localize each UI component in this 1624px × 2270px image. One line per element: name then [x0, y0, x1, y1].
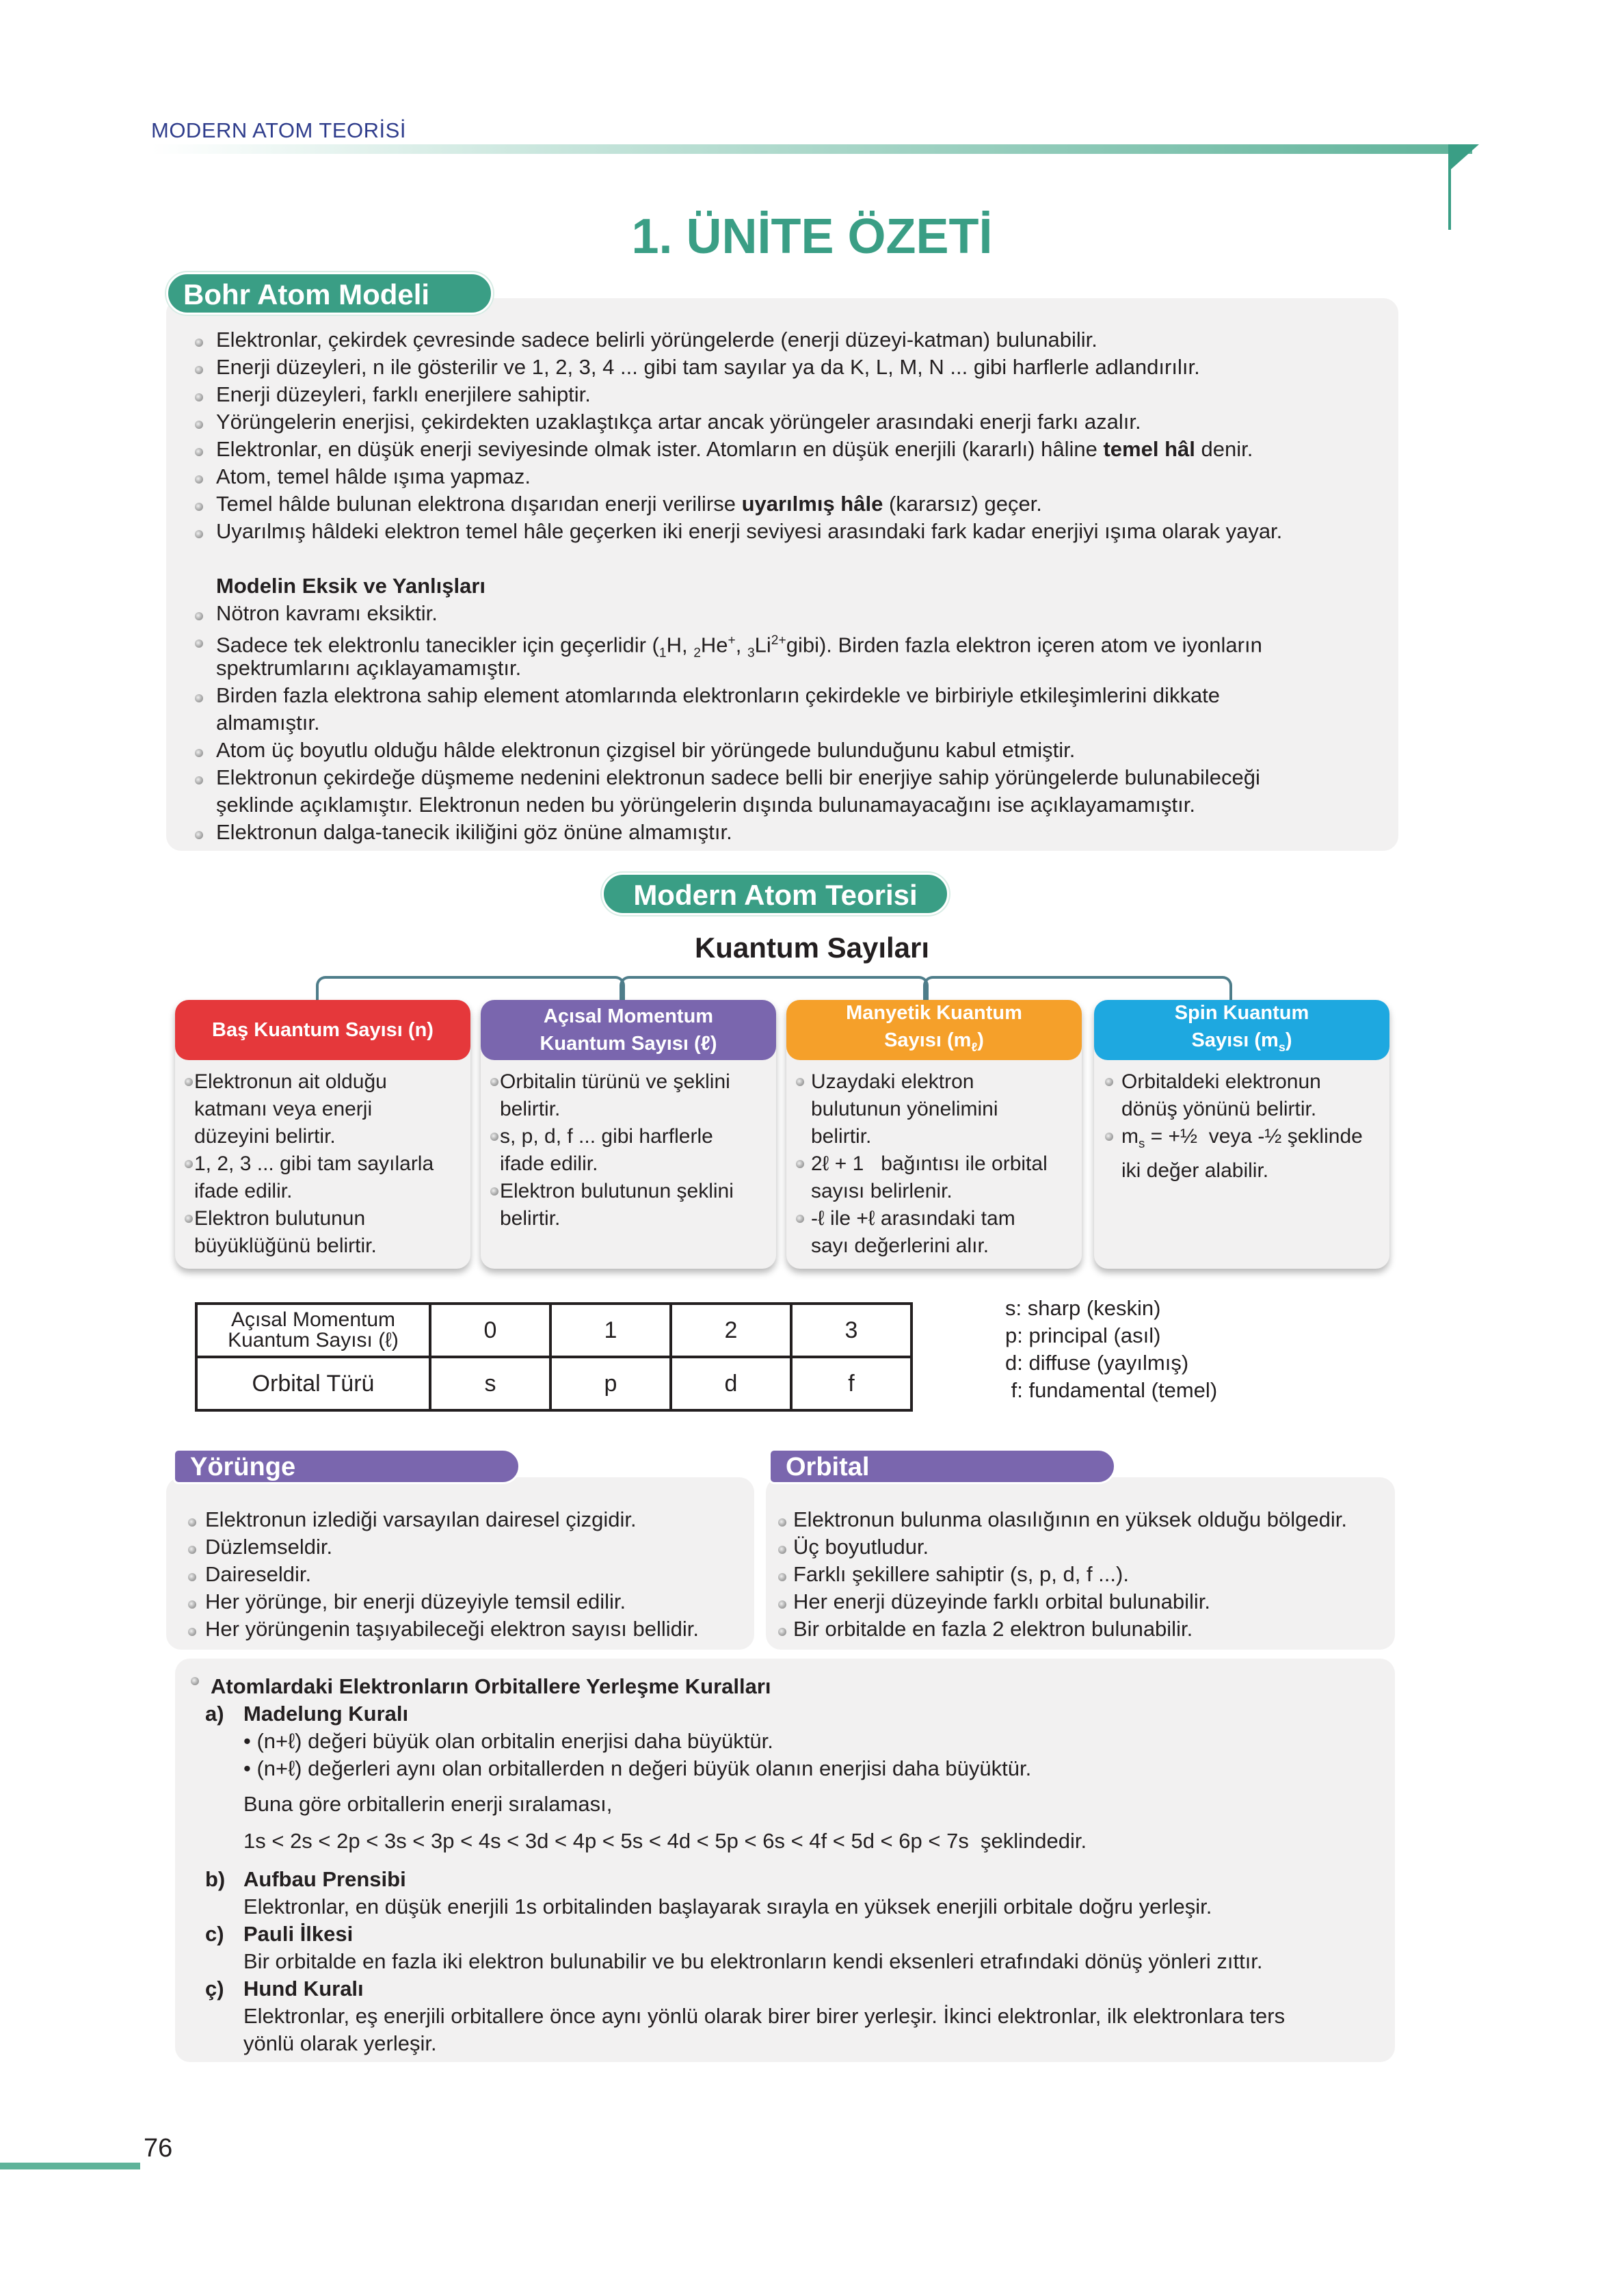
- ms-sub: s: [1139, 1136, 1145, 1150]
- page-number: 76: [144, 2134, 173, 2163]
- rule-b-text: Elektronlar, en düşük enerjili 1s orbitalinden başlayarak sırayla en yüksek enerjili orbitale doğru yerleşir.: [243, 1895, 1212, 1918]
- yorunge-point: Her yörüngenin taşıyabileceği elektron sayısı bellidir.: [205, 1617, 699, 1641]
- card-line: Elektron bulutunun: [194, 1207, 366, 1230]
- deficit-2-li-sup: 2+: [771, 633, 786, 648]
- bullet-icon: [796, 1215, 804, 1223]
- deficit-2: Sadece tek elektronlu tanecikler için geçerlidir ($_1H$, $_2$He+, $_3Li^{2+}gibi$). Birden fazla elektron içeren atom ve iyonların: [216, 633, 1262, 661]
- bullet-icon: [796, 1078, 804, 1086]
- rule-a-item: • (n+ℓ) değerleri aynı olan orbitallerden n değeri büyük olanın enerjisi daha büyüktür.: [243, 1756, 1032, 1780]
- quantum-card-body: [811, 1068, 1048, 1260]
- orbital-point: Her enerji düzeyinde farklı orbital bulunabilir.: [793, 1589, 1210, 1613]
- quantum-card-subtitle: [1191, 1027, 1292, 1061]
- card-line: 2ℓ + 1 bağıntısı ile orbital: [811, 1152, 1048, 1175]
- deficit-2-h: H,: [666, 633, 694, 657]
- quantum-card-spin: [1094, 1000, 1389, 1269]
- deficit-2-li: Li: [754, 633, 771, 657]
- table-cell: p: [550, 1357, 671, 1410]
- bohr-point-5-end: denir.: [1195, 437, 1253, 461]
- card-line: -ℓ ile +ℓ arasındaki tam: [811, 1207, 1015, 1230]
- card-line: Orbitaldeki elektronun: [1121, 1070, 1321, 1093]
- legend-item: f: fundamental (temel): [1005, 1378, 1218, 1402]
- card-line: ifade edilir.: [194, 1180, 293, 1202]
- rule-a-label: a): [205, 1702, 224, 1726]
- bullet-icon: [195, 475, 203, 484]
- bullet-icon: [778, 1600, 786, 1609]
- bullet-icon: [188, 1573, 196, 1581]
- yorunge-point: Düzlemseldir.: [205, 1535, 333, 1559]
- bohr-point-7-bold: uyarılmış hâle: [741, 492, 883, 516]
- subtitle-text: Sayısı (m: [1191, 1029, 1279, 1052]
- rule-b-title: Aufbau Prensibi: [243, 1867, 406, 1891]
- bohr-title: Bohr Atom Modeli: [166, 272, 493, 315]
- bullet-icon: [185, 1078, 193, 1086]
- card-line: sayısı belirlenir.: [811, 1180, 953, 1202]
- orbital-point: Üç boyutludur.: [793, 1535, 929, 1559]
- table-cell: s: [430, 1357, 550, 1410]
- card-line: katmanı veya enerji: [194, 1098, 373, 1120]
- bullet-icon: [796, 1160, 804, 1168]
- orbital-title: Orbital: [769, 1449, 1116, 1484]
- energy-order: 1s < 2s < 2p < 3s < 3p < 4s < 3d < 4p < 5s < 4d < 5p < 6s < 4f < 5d < 6p < 7s şeklindedir.: [243, 1829, 1087, 1853]
- table-row: [196, 1304, 911, 1357]
- card-line: s, p, d, f ... gibi harflerle: [500, 1125, 713, 1148]
- quantum-card-angular: [481, 1000, 776, 1269]
- quantum-card-principal: [175, 1000, 470, 1269]
- table-cell: 3: [791, 1304, 911, 1357]
- card-line: bulutunun yönelimini: [811, 1098, 998, 1120]
- rule-c-title: Pauli İlkesi: [243, 1922, 354, 1946]
- bullet-icon: [188, 1600, 196, 1609]
- bullet-icon: [195, 421, 203, 429]
- bullet-icon: [195, 612, 203, 620]
- bohr-point-6: Atom, temel hâlde ışıma yapmaz.: [216, 464, 531, 488]
- quantum-card-header: [786, 1000, 1082, 1060]
- deficit-3-cont: almamıştır.: [216, 711, 320, 735]
- deficit-3: Birden fazla elektrona sahip element atomlarında elektronların çekirdekle ve birbiriyle etkileşimlerini dikkate: [216, 683, 1221, 707]
- orbital-type-table: [195, 1302, 913, 1412]
- bullet-icon: [778, 1573, 786, 1581]
- bohr-point-5: [216, 436, 1253, 463]
- bullet-icon: [195, 831, 203, 839]
- bullet-icon: [195, 749, 203, 757]
- yorunge-point: Elektronun izlediği varsayılan dairesel çizgidir.: [205, 1507, 637, 1531]
- bohr-point-7-end: (kararsız) geçer.: [883, 492, 1042, 516]
- bullet-icon: [188, 1546, 196, 1554]
- table-cell: f: [791, 1357, 911, 1410]
- quantum-card-title: Açısal Momentum: [543, 1005, 714, 1027]
- yorunge-point: Her yörünge, bir enerji düzeyiyle temsil edilir.: [205, 1589, 626, 1613]
- orbital-point: Bir orbitalde en fazla 2 elektron bulunabilir.: [793, 1617, 1193, 1641]
- bohr-point-5-text: Elektronlar, en düşük enerji seviyesinde olmak ister. Atomların en düşük enerjili (kararlı) hâline: [216, 437, 1104, 461]
- table-cell: 2: [671, 1304, 791, 1357]
- rule-a-text: Buna göre orbitallerin enerji sıralaması,: [243, 1792, 613, 1816]
- bullet-icon: [1105, 1133, 1113, 1141]
- rule-d-text: Elektronlar, eş enerjili orbitallere önce aynı yönlü olarak birer birer yerleşir. İkinci elektronlar, ilk elektronlara ters: [243, 2004, 1286, 2028]
- table-cell: 1: [550, 1304, 671, 1357]
- rule-d-text: yönlü olarak yerleşir.: [243, 2031, 437, 2055]
- table-cell: d: [671, 1357, 791, 1410]
- deficit-4: Atom üç boyutlu olduğu hâlde elektronun çizgisel bir yörüngede bulunduğunu kabul etmiştir.: [216, 738, 1076, 762]
- bohr-point-8: Uyarılmış hâldeki elektron temel hâle geçerken iki enerji seviyesi arasındaki fark kadar enerjiyi ışıma olarak yayar.: [216, 519, 1283, 543]
- bohr-point-5-bold: temel hâl: [1103, 437, 1195, 461]
- quantum-title: Kuantum Sayıları: [694, 932, 930, 964]
- card-line: Orbitalin türünü ve şeklini: [500, 1070, 730, 1093]
- running-title: MODERN ATOM TEORİSİ: [151, 118, 406, 142]
- quantum-card-magnetic: [786, 1000, 1082, 1269]
- modern-title: Modern Atom Teorisi: [602, 873, 949, 915]
- bullet-icon: [195, 393, 203, 401]
- bullet-icon: [778, 1518, 786, 1527]
- orbital-point: Farklı şekillere sahiptir (s, p, d, f ...).: [793, 1562, 1129, 1586]
- bullet-icon: [195, 366, 203, 374]
- bullet-icon: [490, 1187, 498, 1196]
- quantum-card-title: Spin Kuantum: [1174, 1002, 1309, 1025]
- rules-title: Atomlardaki Elektronların Orbitallere Yerleşme Kuralları: [211, 1674, 771, 1698]
- deficit-5-cont: şeklinde açıklamıştır. Elektronun neden bu yörüngelerin dışında bulunamayacağını ise açıklayamamıştır.: [216, 793, 1195, 817]
- card-line: büyüklüğünü belirtir.: [194, 1235, 377, 1257]
- bullet-icon: [1105, 1078, 1113, 1086]
- card-line: sayı değerlerini alır.: [811, 1235, 989, 1257]
- deficit-2-he-sub: 2: [693, 646, 701, 661]
- bullet-icon: [195, 339, 203, 347]
- deficit-2-start: Sadece tek elektronlu tanecikler için geçerlidir (: [216, 633, 659, 657]
- card-line: belirtir.: [811, 1125, 872, 1148]
- deficits-title: Modelin Eksik ve Yanlışları: [216, 574, 486, 598]
- quantum-card-title: Baş Kuantum Sayısı (n): [212, 1019, 434, 1041]
- bohr-point-7-text: Temel hâlde bulunan elektrona dışarıdan enerji verilirse: [216, 492, 742, 516]
- subtitle-close: ): [1285, 1029, 1292, 1052]
- header-flag: [1448, 144, 1479, 172]
- rule-d-label: ç): [205, 1977, 224, 2001]
- card-line: düzeyini belirtir.: [194, 1125, 336, 1148]
- deficit-5: Elektronun çekirdeğe düşmeme nedenini elektronun sadece belli bir enerjiye sahip yörüngelerde bulunabileceği: [216, 765, 1260, 789]
- card-line: Elektronun ait olduğu: [194, 1070, 387, 1093]
- deficit-2-cont: spektrumlarını açıklayamamıştır.: [216, 656, 522, 680]
- deficit-2-li-sub: 3: [747, 646, 755, 661]
- bullet-icon: [195, 639, 203, 648]
- table-row: [196, 1357, 911, 1410]
- card-line: ifade edilir.: [500, 1152, 598, 1175]
- bullet-icon: [188, 1518, 196, 1527]
- card-line: dönüş yönünü belirtir.: [1121, 1098, 1317, 1120]
- bohr-point-1: Elektronlar, çekirdek çevresinde sadece belirli yörüngelerde (enerji düzeyi-katman) bulunabilir.: [216, 328, 1097, 352]
- quantum-card-header: [175, 1000, 470, 1060]
- bullet-icon: [490, 1133, 498, 1141]
- subtitle-text: Sayısı (m: [884, 1029, 972, 1052]
- card-line: [1121, 1123, 1363, 1157]
- bullet-icon: [195, 530, 203, 538]
- subtitle-close: ): [977, 1029, 984, 1052]
- bullet-icon: [195, 503, 203, 511]
- table-row-label: [196, 1304, 430, 1357]
- quantum-card-body: [500, 1068, 734, 1232]
- deficit-2-he-sup: +: [728, 633, 736, 648]
- quantum-card-header: [1094, 1000, 1389, 1060]
- bullet-icon: [188, 1628, 196, 1636]
- bullet-icon: [778, 1628, 786, 1636]
- rule-b-label: b): [205, 1867, 226, 1891]
- quantum-card-subtitle: Kuantum Sayısı (ℓ): [540, 1033, 717, 1055]
- unit-title: 1. ÜNİTE ÖZETİ: [631, 209, 993, 264]
- bohr-point-3: Enerji düzeyleri, farklı enerjilere sahiptir.: [216, 382, 591, 406]
- rule-c-text: Bir orbitalde en fazla iki elektron bulunabilir ve bu elektronların kendi eksenleri etrafındaki dönüş yönleri zıttır.: [243, 1949, 1263, 1973]
- subtitle-sub: ℓ: [971, 1040, 978, 1054]
- deficit-2-end: gibi). Birden fazla elektron içeren atom ve iyonların: [786, 633, 1262, 657]
- legend-item: d: diffuse (yayılmış): [1005, 1351, 1189, 1375]
- card-line: belirtir.: [500, 1207, 561, 1230]
- card-line: belirtir.: [500, 1098, 561, 1120]
- table-row-label: Orbital Türü: [196, 1357, 430, 1410]
- quantum-card-body: [1121, 1068, 1363, 1185]
- card-line: 1, 2, 3 ... gibi tam sayılarla: [194, 1152, 434, 1175]
- bullet-icon: [490, 1078, 498, 1086]
- rule-a-item: • (n+ℓ) değeri büyük olan orbitalin enerjisi daha büyüktür.: [243, 1729, 773, 1753]
- bohr-point-4: Yörüngelerin enerjisi, çekirdekten uzaklaştıkça artar ancak yörüngeler arasındaki enerji farkı azalır.: [216, 410, 1141, 434]
- deficit-2-he: He: [700, 633, 728, 657]
- deficit-1: Nötron kavramı eksiktir.: [216, 601, 438, 625]
- label-line-1: Açısal Momentum: [230, 1308, 396, 1331]
- card-line: iki değer alabilir.: [1121, 1159, 1269, 1182]
- rule-c-label: c): [205, 1922, 224, 1946]
- bohr-point-7: [216, 490, 1042, 518]
- bullet-icon: [195, 448, 203, 456]
- bullet-icon: [195, 694, 203, 702]
- yorunge-title: Yörünge: [173, 1449, 520, 1484]
- quantum-card-title: Manyetik Kuantum: [846, 1002, 1022, 1025]
- quantum-card-body: [194, 1068, 434, 1260]
- legend-item: s: sharp (keskin): [1005, 1296, 1161, 1320]
- label-line-2: Kuantum Sayısı (ℓ): [228, 1329, 399, 1351]
- subtitle-sub: s: [1278, 1040, 1286, 1054]
- header-rule: [151, 144, 1472, 154]
- quantum-card-subtitle: [884, 1027, 984, 1061]
- bullet-icon: [195, 776, 203, 784]
- card-line: Uzaydaki elektron: [811, 1070, 974, 1093]
- table-cell: 0: [430, 1304, 550, 1357]
- bullet-icon: [185, 1160, 193, 1168]
- yorunge-point: Daireseldir.: [205, 1562, 312, 1586]
- bohr-point-2: Enerji düzeyleri, n ile gösterilir ve 1, 2, 3, 4 ... gibi tam sayılar ya da K, L, M, N ... gibi harflerle adlandırılır.: [216, 355, 1200, 379]
- ms-values: = +½ veya -½ şeklinde: [1145, 1125, 1363, 1148]
- quantum-card-header: [481, 1000, 776, 1060]
- deficit-2-h-sub: 1: [658, 646, 667, 661]
- bullet-icon: [191, 1677, 199, 1685]
- legend-item: p: principal (asıl): [1005, 1323, 1161, 1347]
- rule-d-title: Hund Kuralı: [243, 1977, 364, 2001]
- orbital-point: Elektronun bulunma olasılığının en yüksek olduğu bölgedir.: [793, 1507, 1347, 1531]
- bullet-icon: [778, 1546, 786, 1554]
- ms-symbol: m: [1121, 1125, 1139, 1148]
- orbital-legend: [1005, 1295, 1217, 1404]
- deficit-6: Elektronun dalga-tanecik ikiliğini göz önüne almamıştır.: [216, 820, 732, 844]
- rule-a-title: Madelung Kuralı: [243, 1702, 409, 1726]
- bullet-icon: [185, 1215, 193, 1223]
- footer-rule: [0, 2163, 140, 2169]
- card-line: Elektron bulutunun şeklini: [500, 1180, 734, 1202]
